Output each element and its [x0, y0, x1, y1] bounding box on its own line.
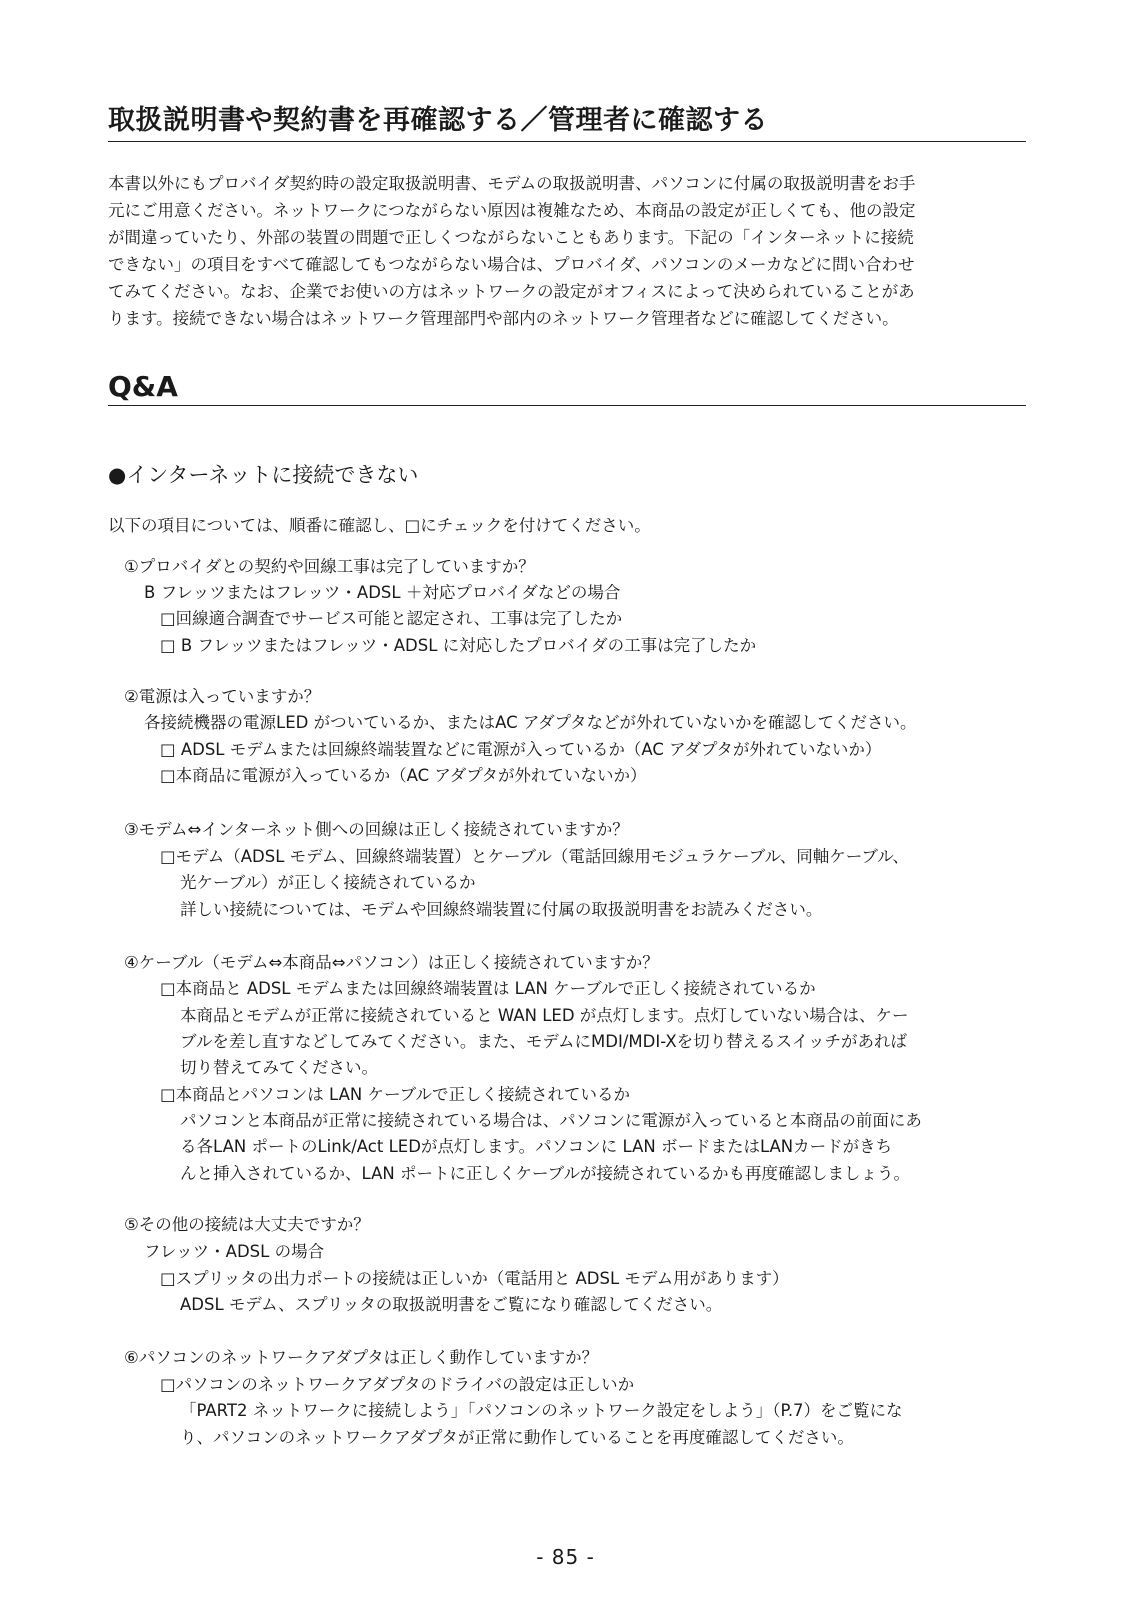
checklist-item: □モデム（ADSL モデム、回線終端装置）とケーブル（電話回線用モジュラケーブル、同軸ケーブル、	[160, 847, 909, 866]
checklist-item: □本商品と ADSL モデムまたは回線終端装置は LAN ケーブルで正しく接続されているか	[160, 979, 816, 998]
checklist-item: □ B フレッツまたはフレッツ・ADSL に対応したプロバイダの工事は完了したか	[160, 636, 757, 655]
question: ①プロバイダとの契約や回線工事は完了していますか？	[124, 557, 535, 576]
page-heading: 取扱説明書や契約書を再確認する／管理者に確認する	[108, 105, 768, 136]
note: ブルを差し直すなどしてみてください。また、モデムにMDI/MDI-Xを切り替えるスイッチがあれば	[180, 1032, 907, 1051]
subheading: ●インターネットに接続できない	[108, 463, 419, 487]
checklist-item: □スプリッタの出力ポートの接続は正しいか（電話用と ADSL モデム用があります）	[160, 1269, 789, 1288]
checklist-item-continued: 光ケーブル）が正しく接続されているか	[180, 873, 476, 892]
heading-rule	[108, 141, 1026, 142]
page-number: - 85 -	[536, 1545, 595, 1569]
qa-title: Q&A	[108, 370, 178, 403]
intro-line: が間違っていたり、外部の装置の問題で正しくつながらないこともあります。下記の「インターネットに接続	[108, 228, 914, 247]
checklist-item: □本商品とパソコンは LAN ケーブルで正しく接続されているか	[160, 1085, 630, 1104]
intro-line: てみてください。なお、企業でお使いの方はネットワークの設定がオフィスによって決められていることがあ	[108, 282, 915, 301]
intro-line: 本書以外にもプロバイダ契約時の設定取扱説明書、モデムの取扱説明書、パソコンに付属の取扱説明書をお手	[108, 174, 916, 193]
intro-line: 元にご用意ください。ネットワークにつながらない原因は複雑なため、本商品の設定が正しくても、他の設定	[108, 201, 916, 220]
question: ④ケーブル（モデム⇔本商品⇔パソコン）は正しく接続されていますか？	[124, 953, 659, 972]
checklist-item: □回線適合調査でサービス可能と認定され、工事は完了したか	[160, 609, 623, 628]
qa-rule	[108, 405, 1026, 406]
lead-text: 以下の項目については、順番に確認し、□にチェックを付けてください。	[108, 516, 651, 535]
note: 詳しい接続については、モデムや回線終端装置に付属の取扱説明書をお読みください。	[180, 900, 823, 919]
note: 「PART2 ネットワークに接続しよう」「パソコンのネットワーク設定をしよう」（P.7）をご覧にな	[180, 1401, 903, 1420]
note: 切り替えてみてください。	[180, 1058, 378, 1077]
intro-line: ります。接続できない場合はネットワーク管理部門や部内のネットワーク管理者などに確認してください。	[108, 309, 899, 328]
note: パソコンと本商品が正常に接続されている場合は、パソコンに電源が入っていると本商品の前面にあ	[180, 1111, 922, 1130]
note: ADSL モデム、スプリッタの取扱説明書をご覧になり確認してください。	[180, 1295, 723, 1314]
note: り、パソコンのネットワークアダプタが正常に動作していることを再度確認してください。	[180, 1428, 854, 1447]
question: ⑥パソコンのネットワークアダプタは正しく動作していますか？	[124, 1348, 599, 1367]
question: ③モデム⇔インターネット側への回線は正しく接続されていますか？	[124, 820, 629, 839]
note: んと挿入されているか、LAN ポートに正しくケーブルが接続されているかも再度確認しましょう。	[180, 1164, 910, 1183]
note: 本商品とモデムが正常に接続されていると WAN LED が点灯します。点灯していない場合は、ケー	[180, 1006, 909, 1025]
condition: フレッツ・ADSL の場合	[144, 1242, 325, 1261]
checklist-item: □本商品に電源が入っているか（AC アダプタが外れていないか）	[160, 766, 647, 785]
checklist-item: □パソコンのネットワークアダプタのドライバの設定は正しいか	[160, 1375, 635, 1394]
checklist-item: □ ADSL モデムまたは回線終端装置などに電源が入っているか（AC アダプタが外れていないか）	[160, 740, 882, 759]
note: る各LAN ポートのLink/Act LEDが点灯します。パソコンに LAN ボードまたはLANカードがきち	[180, 1137, 893, 1156]
question: ②電源は入っていますか？	[124, 687, 321, 706]
intro-line: できない」の項目をすべて確認してもつながらない場合は、プロバイダ、パソコンのメーカなどに問い合わせ	[108, 255, 915, 274]
condition: 各接続機器の電源LED がついているか、またはAC アダプタなどが外れていないかを確認してください。	[144, 713, 917, 732]
question: ⑤その他の接続は大丈夫ですか？	[124, 1215, 370, 1234]
intro-paragraph	[108, 170, 1028, 332]
condition: B フレッツまたはフレッツ・ADSL ＋対応プロバイダなどの場合	[144, 583, 621, 602]
